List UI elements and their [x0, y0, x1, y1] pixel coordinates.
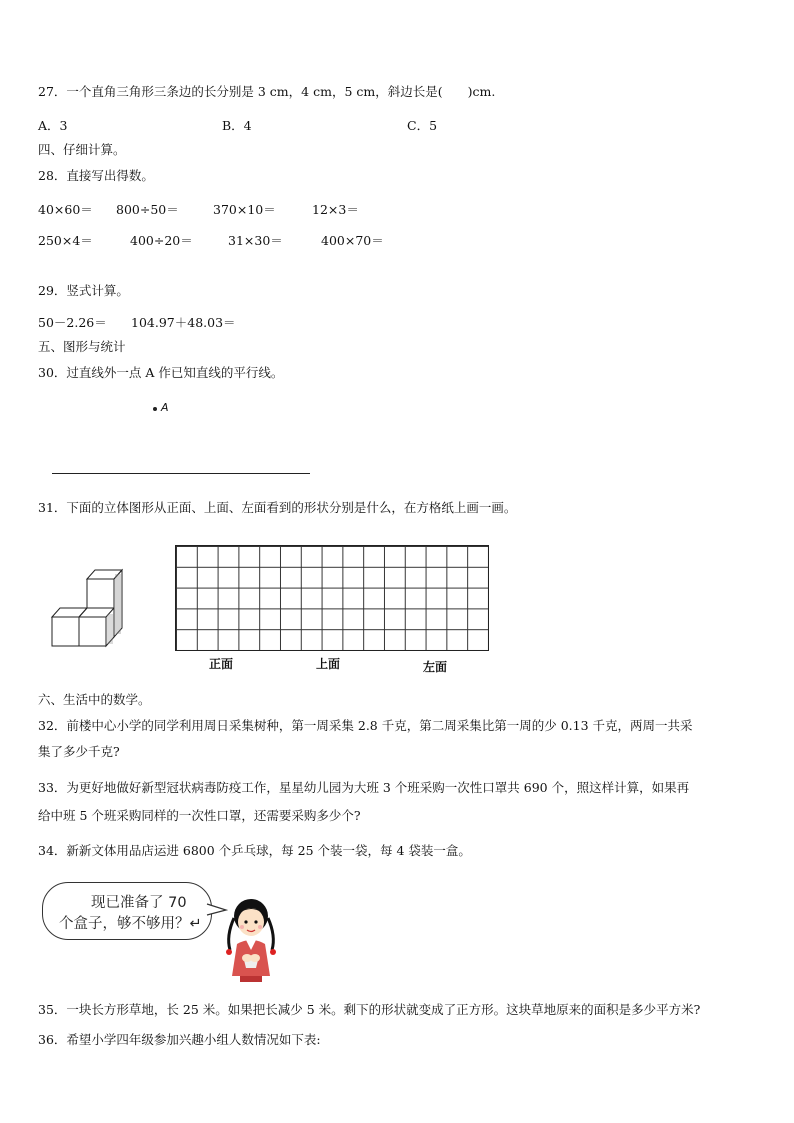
question-36-stem: 36．希望小学四年级参加兴趣小组人数情况如下表: — [38, 1032, 321, 1047]
option-b: B．4 — [222, 118, 252, 133]
question-34-stem: 34．新新文体用品店运进 6800 个乒乓球，每 25 个装一袋，每 4 袋装一盒。 — [38, 843, 471, 858]
given-line — [52, 473, 310, 474]
calc-item: 104.97＋48.03＝ — [131, 315, 236, 330]
option-a: A．3 — [38, 118, 68, 133]
question-35-stem: 35．一块长方形草地，长 25 米。如果把长减少 5 米。剩下的形状就变成了正方形。这块草地原来的面积是多少平方米? — [38, 1002, 701, 1017]
square-grid-paper[interactable] — [175, 545, 489, 651]
grid-label-top: 上面 — [316, 657, 341, 671]
grid-label-front: 正面 — [209, 657, 234, 671]
calc-item: 12×3＝ — [312, 202, 359, 217]
question-28-stem: 28．直接写出得数。 — [38, 168, 154, 183]
question-33-line-1: 33．为更好地做好新型冠状病毒防疫工作，星星幼儿园为大班 3 个班采购一次性口罩共 690 个，照这样计算，如果再 — [38, 780, 690, 795]
calc-item: 800÷50＝ — [116, 202, 179, 217]
question-32-line-1: 32．前楼中心小学的同学利用周日采集树种，第一周采集 2.8 千克，第二周采集比第一周的少 0.13 千克，两周一共采 — [38, 718, 693, 733]
girl-illustration — [220, 896, 282, 984]
speech-bubble — [42, 882, 212, 940]
speech-bubble-line-1: 现已准备了 70 — [91, 895, 187, 911]
speech-bubble-line-2: 个盒子，够不够用？↵ — [59, 916, 202, 932]
question-33-line-2: 给中班 5 个班采购同样的一次性口罩，还需要采购多少个? — [38, 808, 361, 823]
point-a-label: A — [161, 401, 169, 414]
calc-item: 50－2.26＝ — [38, 315, 107, 330]
section-4-heading: 四、仔细计算。 — [38, 142, 126, 157]
calc-item: 400÷20＝ — [130, 233, 193, 248]
question-30-stem: 30．过直线外一点 A 作已知直线的平行线。 — [38, 365, 284, 380]
point-a-dot — [153, 407, 157, 411]
calc-item: 370×10＝ — [213, 202, 276, 217]
calc-item: 400×70＝ — [321, 233, 384, 248]
calc-item: 31×30＝ — [228, 233, 283, 248]
question-31-stem: 31．下面的立体图形从正面、上面、左面看到的形状分别是什么，在方格纸上画一画。 — [38, 500, 517, 515]
option-c: C．5 — [407, 118, 438, 133]
calc-item: 40×60＝ — [38, 202, 93, 217]
cube-figure — [50, 566, 130, 651]
question-32-line-2: 集了多少千克? — [38, 744, 120, 759]
section-5-heading: 五、图形与统计 — [38, 339, 126, 354]
section-6-heading: 六、生活中的数学。 — [38, 692, 151, 707]
calc-item: 250×4＝ — [38, 233, 93, 248]
question-29-stem: 29．竖式计算。 — [38, 283, 129, 298]
question-27-stem: 27．一个直角三角形三条边的长分别是 3 cm，4 cm，5 cm，斜边长是( )cm. — [38, 84, 496, 99]
grid-label-left: 左面 — [423, 660, 448, 674]
